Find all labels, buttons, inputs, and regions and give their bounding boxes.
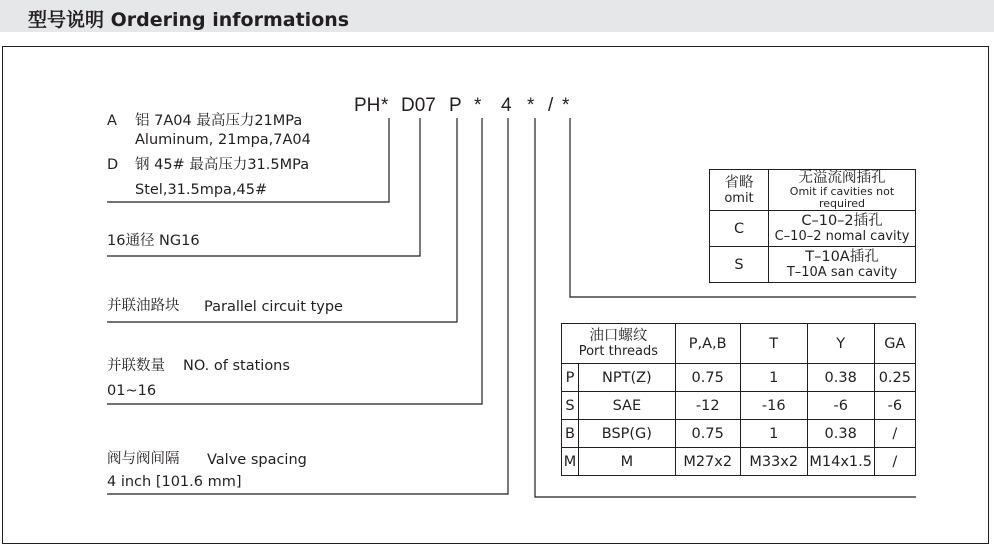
omit-header-desc: 无溢流阀插孔 Omit if cavities not required xyxy=(769,170,916,211)
omit-row xyxy=(710,211,916,247)
port-value: -6 xyxy=(874,392,915,420)
port-row xyxy=(562,364,916,392)
code-ph: PH xyxy=(354,95,381,116)
circuit-cn: 并联油路块 xyxy=(107,298,180,314)
port-value: -16 xyxy=(740,392,807,420)
port-col-header: GA xyxy=(874,324,915,364)
port-col-header: T xyxy=(740,324,807,364)
code-star-2: * xyxy=(474,95,482,116)
port-row xyxy=(562,392,916,420)
port-value: -12 xyxy=(675,392,740,420)
omit-desc: C–10–2插孔 C–10–2 nomal cavity xyxy=(769,211,916,247)
port-code: B xyxy=(562,420,579,448)
port-header-row xyxy=(562,324,916,364)
port-header-label: 油口螺纹 Port threads xyxy=(562,324,676,364)
port-code: S xyxy=(562,392,579,420)
port-row xyxy=(562,448,916,476)
port-code: P xyxy=(562,364,579,392)
circuit-en: Parallel circuit type xyxy=(204,299,343,315)
port-threads-table xyxy=(561,323,916,476)
code-p: P xyxy=(449,95,462,116)
omit-header-code: 省略 omit xyxy=(710,170,769,211)
code-4: 4 xyxy=(501,95,512,116)
omit-table xyxy=(709,169,916,283)
port-value: M27x2 xyxy=(675,448,740,476)
code-d07: D07 xyxy=(401,95,436,116)
spacing-cn: 阀与阀间隔 xyxy=(107,451,180,467)
port-value: M33x2 xyxy=(740,448,807,476)
port-col-header: P,A,B xyxy=(675,324,740,364)
spacing-en: Valve spacing xyxy=(207,452,307,468)
material-d-letter: D xyxy=(107,157,119,173)
port-value: -6 xyxy=(807,392,874,420)
stations-cn: 并联数量 xyxy=(107,358,165,374)
port-value: M14x1.5 xyxy=(807,448,874,476)
code-slash: / xyxy=(548,95,554,116)
size-label: 16通径 NG16 xyxy=(107,233,200,249)
stations-en: NO. of stations xyxy=(183,358,290,374)
line-circuit xyxy=(107,118,457,322)
code-star-4: * xyxy=(562,95,570,116)
port-value: / xyxy=(874,420,915,448)
material-a-cn: 铝 7A04 最高压力21MPa xyxy=(135,113,303,129)
material-a-en: Aluminum, 21mpa,7A04 xyxy=(135,132,311,148)
stations-range: 01~16 xyxy=(107,383,157,399)
port-value: 0.75 xyxy=(675,420,740,448)
omit-desc: T–10A插孔 T–10A san cavity xyxy=(769,247,916,283)
port-row xyxy=(562,420,916,448)
page-title: 型号说明 Ordering informations xyxy=(28,9,350,31)
material-d-cn: 钢 45# 最高压力31.5MPa xyxy=(135,157,310,173)
port-value: / xyxy=(874,448,915,476)
port-name: NPT(Z) xyxy=(579,364,676,392)
port-value: 0.75 xyxy=(675,364,740,392)
code-star-1: * xyxy=(381,95,389,116)
port-value: 1 xyxy=(740,364,807,392)
material-a-letter: A xyxy=(107,113,117,129)
port-code: M xyxy=(562,448,579,476)
port-name: BSP(G) xyxy=(579,420,676,448)
omit-code: S xyxy=(710,247,769,283)
port-value: 1 xyxy=(740,420,807,448)
material-d-en: Stel,31.5mpa,45# xyxy=(135,182,268,198)
port-value: 0.38 xyxy=(807,420,874,448)
omit-row xyxy=(710,247,916,283)
port-value: 0.25 xyxy=(874,364,915,392)
port-name: M xyxy=(579,448,676,476)
port-value: 0.38 xyxy=(807,364,874,392)
omit-code: C xyxy=(710,211,769,247)
spacing-value: 4 inch [101.6 mm] xyxy=(107,474,242,490)
port-name: SAE xyxy=(579,392,676,420)
code-star-3: * xyxy=(527,95,535,116)
port-col-header: Y xyxy=(807,324,874,364)
